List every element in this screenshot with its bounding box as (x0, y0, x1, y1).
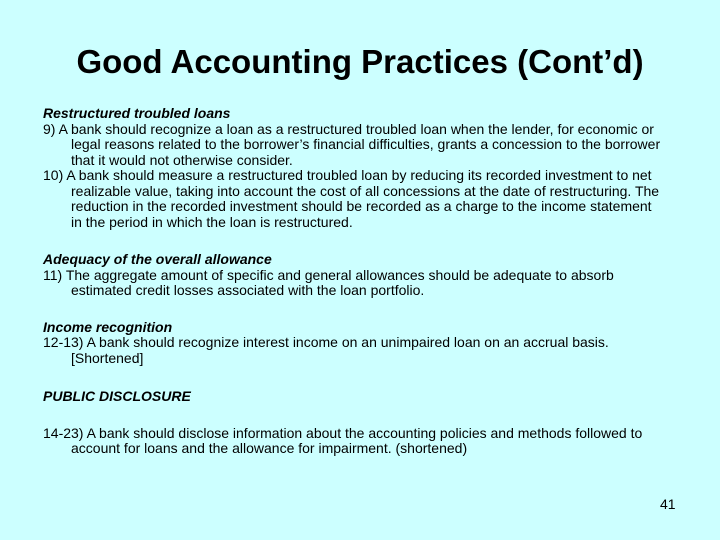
list-item: 9) A bank should recognize a loan as a restructured troubled loan when the lender, for economic or legal reasons related to the borrower’s financial difficulties, grants a concession to the borrower that it would not otherwise consider. (43, 120, 661, 168)
section-heading: Restructured troubled loans (43, 105, 231, 121)
section-heading: Income recognition (43, 318, 173, 335)
list-item: 10) A bank should measure a restructured troubled loan by reducing its recorded investment to net realizable value, taking into account the cost of all concessions at the date of restructuring. The reduction in the recorded investment should be recorded as a charge to the income statement in the period in which the loan is restructured. (43, 167, 660, 230)
section-disclosure-items (43, 426, 663, 457)
section-public-disclosure (43, 389, 663, 405)
section-adequacy-of-allowance (43, 252, 663, 299)
list-item: 14-23) A bank should disclose information about the accounting policies and methods followed to account for loans and the allowance for impairment. (shortened) (43, 424, 643, 456)
section-heading: PUBLIC DISCLOSURE (43, 388, 191, 404)
section-heading: Adequacy of the overall allowance (43, 251, 272, 267)
section-restructured-troubled-loans (43, 106, 663, 230)
section-income-recognition (43, 320, 663, 367)
slide-title: Good Accounting Practices (Cont’d) (76, 43, 644, 80)
slide-number: 41 (660, 496, 676, 512)
slide-content (43, 106, 663, 457)
list-item: 11) The aggregate amount of specific and general allowances should be adequate to absorb estimated credit losses associated with the loan portfolio. (43, 266, 614, 298)
list-item: 12-13) A bank should recognize interest income on an unimpaired loan on an accrual basis. [Shortened] (43, 334, 609, 366)
